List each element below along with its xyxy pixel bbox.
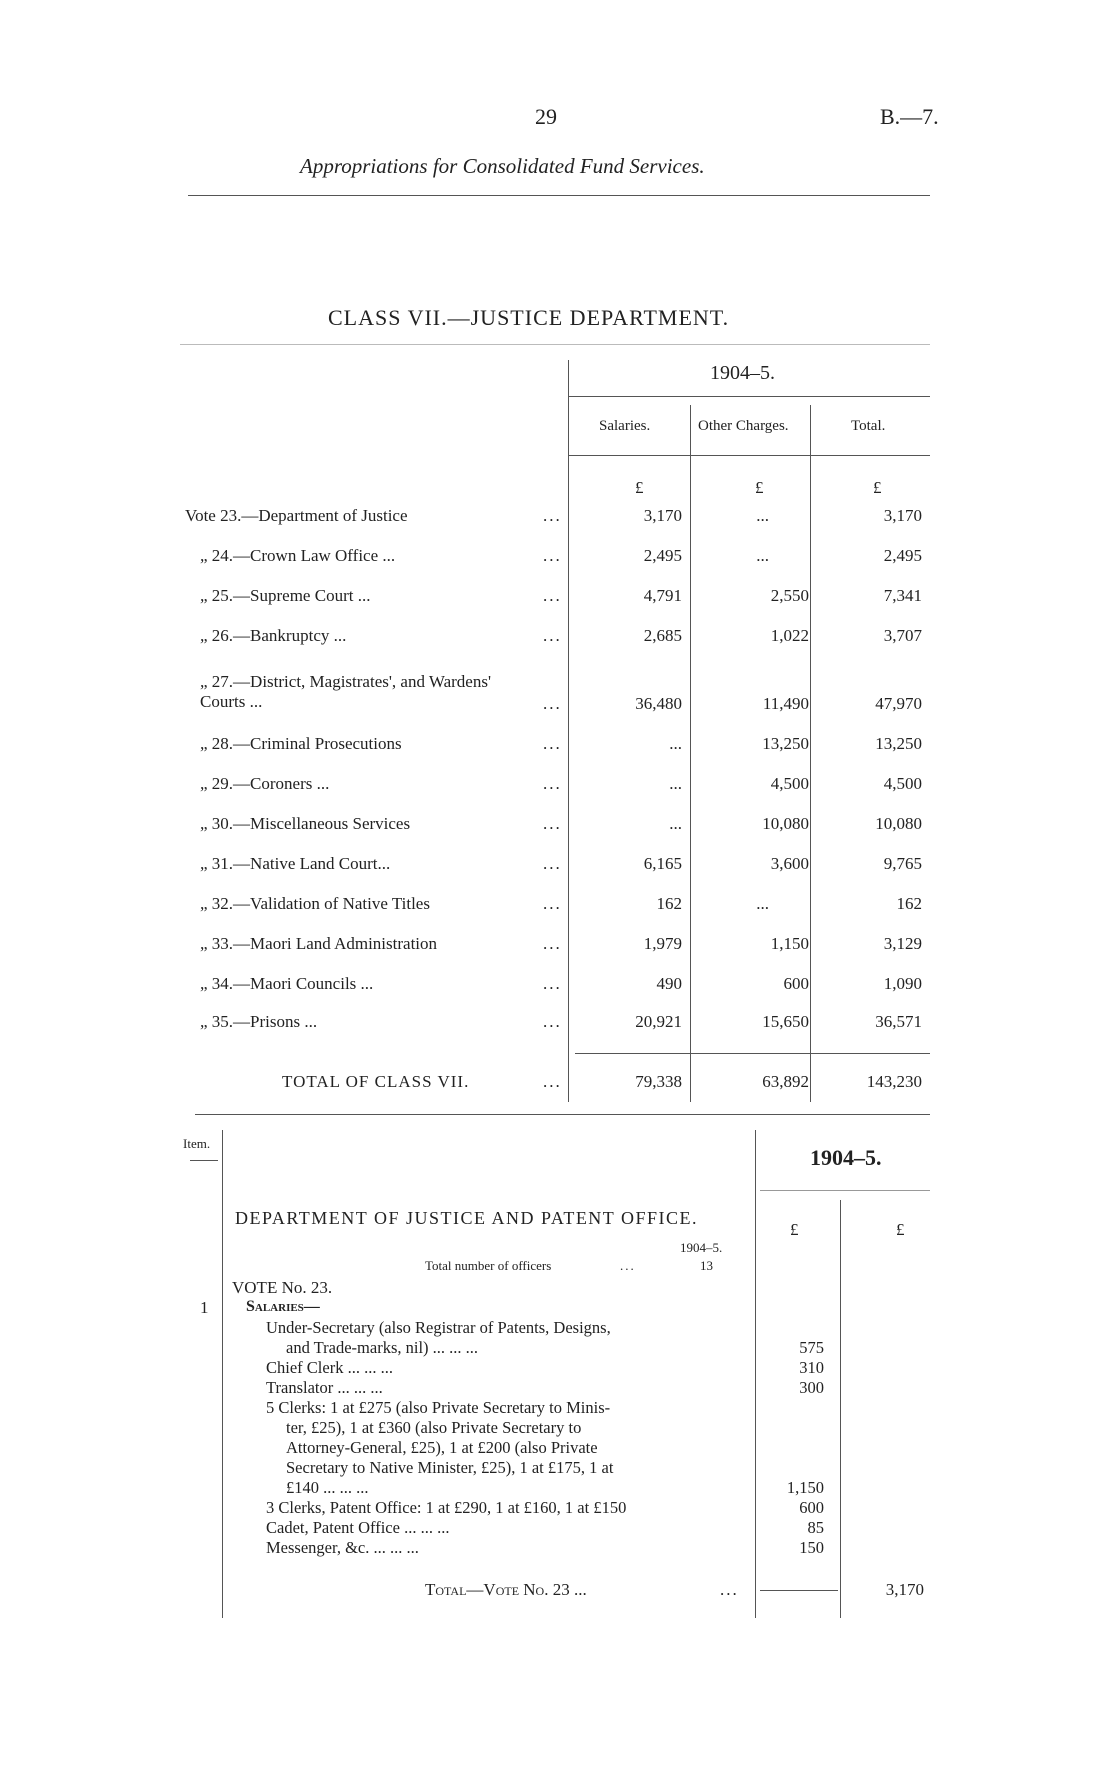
row-total: 10,080 — [875, 814, 922, 833]
detail-line: Messenger, &c. ... ... ... — [266, 1538, 419, 1557]
row-total: 9,765 — [883, 854, 922, 873]
detail-currency-1: £ — [790, 1220, 799, 1239]
row-label: „ 28.—Criminal Prosecutions — [200, 734, 402, 753]
summary-row — [0, 894, 1114, 916]
total-total: 143,230 — [866, 1072, 922, 1091]
row-label: „ 29.—Coroners ... — [200, 774, 330, 793]
row-label: „ 30.—Miscellaneous Services — [200, 814, 411, 833]
detail-amount: 600 — [799, 1498, 824, 1517]
row-salaries: 36,480 — [635, 694, 682, 713]
row-total: 47,970 — [875, 694, 922, 713]
currency-salaries: £ — [635, 478, 644, 497]
row-dots: ... — [543, 586, 562, 605]
row-label: „ 27.—District, Magistrates', and Wardens' Courts ... — [200, 672, 492, 711]
summary-row — [0, 546, 1114, 568]
total-salaries: 79,338 — [635, 1072, 682, 1091]
officers-year: 1904–5. — [680, 1240, 723, 1255]
row-dots: ... — [543, 626, 562, 645]
row-salaries: 1,979 — [643, 934, 682, 953]
detail-amount: 575 — [799, 1338, 824, 1357]
total-dots: ... — [543, 1072, 562, 1091]
currency-other: £ — [755, 478, 764, 497]
column-header-other-charges: Other Charges. — [698, 418, 789, 434]
vote-total-rule — [760, 1590, 838, 1591]
vote-total-label: Total—Vote No. 23 ... — [425, 1580, 587, 1599]
row-total: 162 — [896, 894, 922, 913]
row-dots: ... — [543, 734, 562, 753]
officers-dots: ... — [620, 1258, 636, 1273]
item-number: 1 — [200, 1298, 209, 1317]
row-dots: ... — [543, 974, 562, 993]
row-other: ... — [756, 546, 769, 565]
row-salaries: 162 — [656, 894, 682, 913]
detail-line: Chief Clerk ... ... ... — [266, 1358, 393, 1377]
summary-row — [0, 854, 1114, 876]
row-label: „ 33.—Maori Land Administration — [200, 934, 438, 953]
row-salaries: ... — [669, 814, 682, 833]
summary-row — [0, 626, 1114, 648]
item-header: Item. — [183, 1136, 211, 1151]
class-title: CLASS VII.—JUSTICE DEPARTMENT. — [328, 305, 730, 330]
row-total: 13,250 — [875, 734, 922, 753]
total-other: 63,892 — [762, 1072, 809, 1091]
row-total: 1,090 — [883, 974, 922, 993]
row-other: 13,250 — [762, 734, 809, 753]
officers-label: Total number of officers — [425, 1258, 552, 1273]
row-label: „ 24.—Crown Law Office ... — [200, 546, 396, 565]
summary-row — [0, 1012, 1114, 1034]
row-salaries: 4,791 — [643, 586, 682, 605]
row-dots: ... — [543, 854, 562, 873]
vote-heading: VOTE No. 23. — [232, 1278, 333, 1297]
detail-currency-2: £ — [896, 1220, 905, 1239]
row-label: „ 26.—Bankruptcy ... — [200, 626, 347, 645]
row-label: „ 34.—Maori Councils ... — [200, 974, 374, 993]
officers-count: 13 — [700, 1258, 713, 1273]
header-rule — [188, 195, 930, 196]
row-other: 1,022 — [770, 626, 809, 645]
summary-row — [0, 734, 1114, 756]
column-header-salaries: Salaries. — [599, 418, 651, 434]
summary-row — [0, 506, 1114, 528]
currency-total: £ — [873, 478, 882, 497]
row-dots: ... — [543, 1012, 562, 1031]
row-other: 4,500 — [770, 774, 809, 793]
row-dots: ... — [543, 934, 562, 953]
detail-line: Cadet, Patent Office ... ... ... — [266, 1518, 450, 1537]
row-salaries: 2,495 — [643, 546, 682, 565]
detail-line: Translator ... ... ... — [266, 1378, 383, 1397]
row-salaries: 490 — [656, 974, 682, 993]
row-other: 2,550 — [770, 586, 809, 605]
summary-row — [0, 586, 1114, 608]
vote-total-dots: ... — [720, 1580, 739, 1599]
salaries-heading: Salaries— — [246, 1298, 320, 1315]
row-total: 4,500 — [883, 774, 922, 793]
document-reference: B.—7. — [880, 104, 939, 129]
row-label: „ 35.—Prisons ... — [200, 1012, 318, 1031]
row-dots: ... — [543, 506, 562, 525]
row-salaries: 20,921 — [635, 1012, 682, 1031]
detail-year: 1904–5. — [810, 1145, 882, 1170]
summary-row — [0, 934, 1114, 956]
row-dots: ... — [543, 814, 562, 833]
summary-total-row — [0, 1072, 1114, 1094]
row-label: Vote 23.—Department of Justice — [185, 506, 408, 525]
summary-row — [0, 814, 1114, 836]
row-total: 2,495 — [883, 546, 922, 565]
detail-line: Under-Secretary (also Registrar of Patents, Designs, — [266, 1318, 611, 1337]
detail-amount: 150 — [799, 1538, 824, 1557]
row-other: 1,150 — [770, 934, 809, 953]
row-total: 3,707 — [883, 626, 922, 645]
summary-row — [0, 774, 1114, 796]
row-label: „ 25.—Supreme Court ... — [200, 586, 371, 605]
detail-amount: 310 — [799, 1358, 824, 1377]
detail-line: £140 ... ... ... — [286, 1478, 369, 1497]
row-other: ... — [756, 894, 769, 913]
page-number: 29 — [535, 104, 557, 129]
row-dots: ... — [543, 894, 562, 913]
row-dots: ... — [543, 774, 562, 793]
row-other: 11,490 — [762, 694, 809, 713]
summary-total-rule — [575, 1053, 930, 1054]
summary-bottom-rule — [195, 1114, 930, 1115]
vote-total-amount: 3,170 — [885, 1580, 924, 1599]
detail-line: Secretary to Native Minister, £25), 1 at £175, 1 at — [286, 1458, 614, 1477]
row-label: „ 31.—Native Land Court... — [200, 854, 391, 873]
row-salaries: 3,170 — [643, 506, 682, 525]
row-salaries: 6,165 — [643, 854, 682, 873]
detail-line: Attorney-General, £25), 1 at £200 (also Private — [286, 1438, 598, 1457]
row-dots: ... — [543, 694, 562, 713]
row-label: „ 32.—Validation of Native Titles — [200, 894, 430, 913]
department-heading: DEPARTMENT OF JUSTICE AND PATENT OFFICE. — [235, 1208, 698, 1228]
column-header-total: Total. — [851, 418, 886, 434]
detail-amount: 1,150 — [786, 1478, 824, 1497]
row-salaries: ... — [669, 774, 682, 793]
detail-line: 5 Clerks: 1 at £275 (also Private Secretary to Minis- — [266, 1398, 611, 1417]
row-salaries: ... — [669, 734, 682, 753]
row-other: 10,080 — [762, 814, 809, 833]
summary-year: 1904–5. — [710, 362, 775, 384]
row-other: 15,650 — [762, 1012, 809, 1031]
detail-amount: 300 — [799, 1378, 824, 1397]
summary-row — [0, 672, 1114, 722]
total-label: TOTAL OF CLASS VII. — [282, 1072, 470, 1091]
detail-line: ter, £25), 1 at £360 (also Private Secretary to — [286, 1418, 582, 1437]
row-total: 7,341 — [883, 586, 922, 605]
row-total: 36,571 — [875, 1012, 922, 1031]
row-salaries: 2,685 — [643, 626, 682, 645]
summary-row — [0, 974, 1114, 996]
detail-amount: 85 — [807, 1518, 824, 1537]
detail-line: 3 Clerks, Patent Office: 1 at £290, 1 at £160, 1 at £150 — [266, 1498, 627, 1517]
running-title: Appropriations for Consolidated Fund Services. — [300, 154, 705, 178]
row-other: 3,600 — [770, 854, 809, 873]
row-total: 3,170 — [883, 506, 922, 525]
row-total: 3,129 — [883, 934, 922, 953]
row-other: ... — [756, 506, 769, 525]
detail-line: and Trade-marks, nil) ... ... ... — [286, 1338, 479, 1357]
row-other: 600 — [783, 974, 809, 993]
row-dots: ... — [543, 546, 562, 565]
